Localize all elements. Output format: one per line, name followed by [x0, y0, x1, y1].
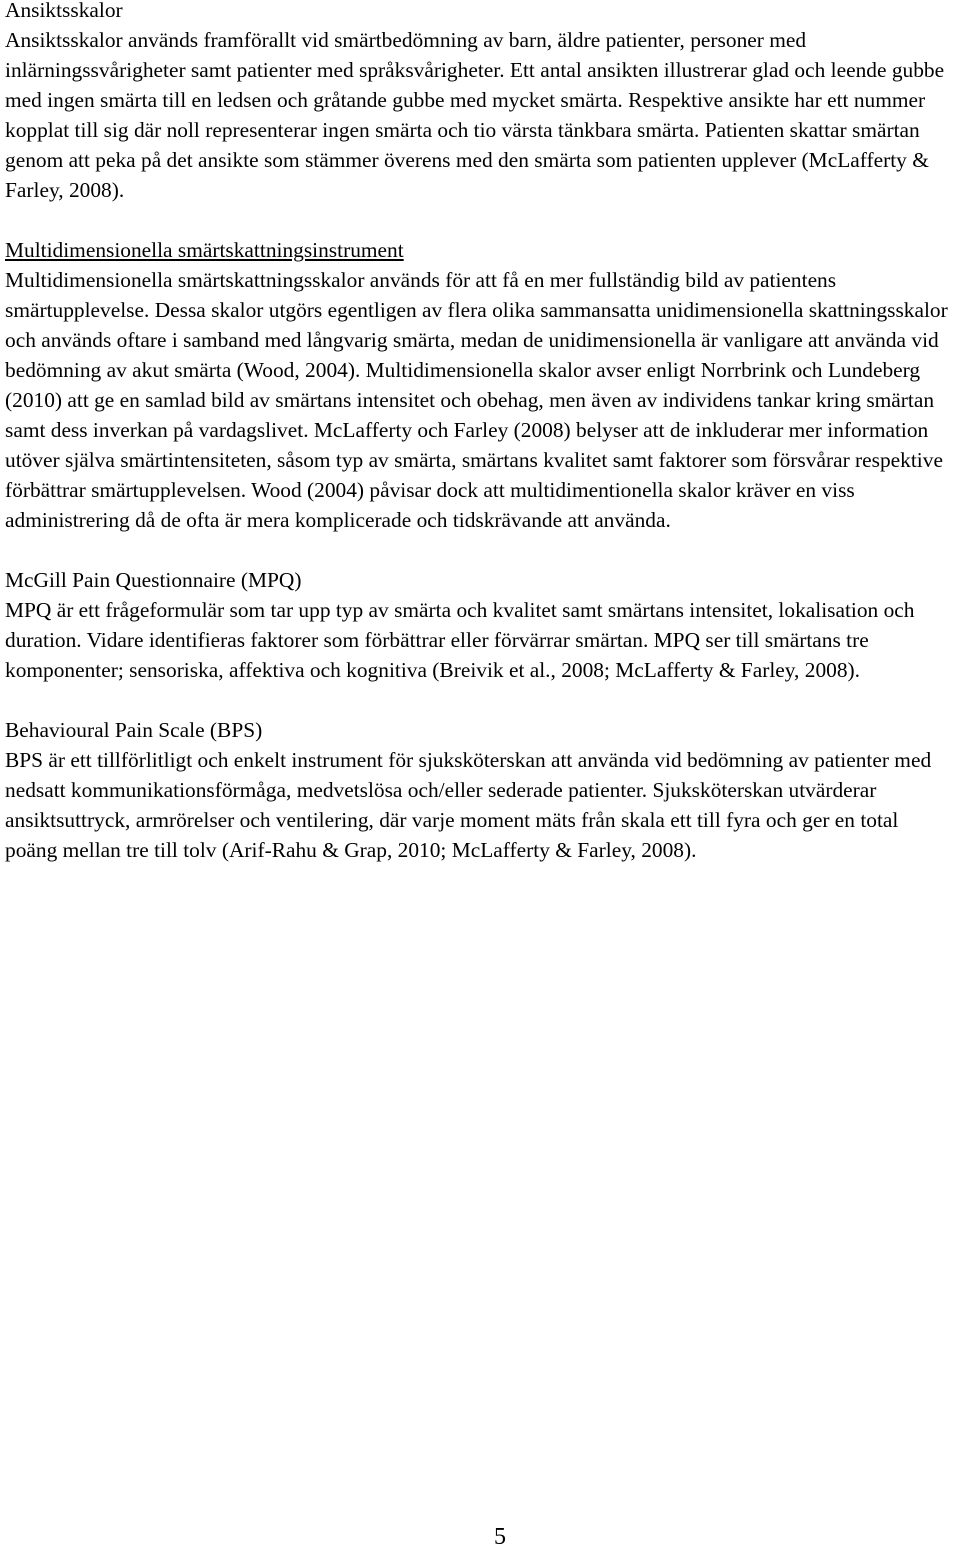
- section-paragraph: MPQ är ett frågeformulär som tar upp typ av smärta och kvalitet samt smärtans intensitet, lokalisation och duration. Vidare identifieras faktorer som förbättrar eller förvärrar smärtan. MPQ ser till smärtans tre komponenter; sensoriska, affektiva och kognitiva (Breivik et al., 2008; McLafferty & Farley, 2008).: [5, 598, 915, 682]
- section-heading: Multidimensionella smärtskattningsinstrument: [5, 238, 404, 262]
- section-ansiktsskalor: [5, 0, 955, 205]
- page-number: 5: [494, 1524, 506, 1550]
- section-heading: Behavioural Pain Scale (BPS): [5, 718, 263, 742]
- section-multidimensionella: [5, 235, 955, 535]
- document-page: [5, 0, 955, 895]
- section-mpq: [5, 565, 955, 685]
- section-heading: McGill Pain Questionnaire (MPQ): [5, 568, 302, 592]
- section-paragraph: Multidimensionella smärtskattningsskalor används för att få en mer fullständig bild av patientens smärtupplevelse. Dessa skalor utgörs egentligen av flera olika sammansatta unidimensionella skattningsskalor och används oftare i samband med långvarig smärta, medan de unidimensionella är vanligare att använda vid bedömning av akut smärta (Wood, 2004). Multidimensionella skalor avser enligt Norrbrink och Lundeberg (2010) att ge en samlad bild av smärtans intensitet och obehag, men även av individens tankar kring smärtan samt dess inverkan på vardagslivet. McLafferty och Farley (2008) belyser att de inkluderar mer information utöver själva smärtintensiteten, såsom typ av smärta, smärtans kvalitet samt faktorer som försvårar respektive förbättrar smärtupplevelsen. Wood (2004) påvisar dock att multidimentionella skalor kräver en viss administrering då de ofta är mera komplicerade och tidskrävande att använda.: [5, 268, 948, 532]
- section-heading: Ansiktsskalor: [5, 0, 123, 22]
- section-paragraph: BPS är ett tillförlitligt och enkelt instrument för sjuksköterskan att använda vid bedömning av patienter med nedsatt kommunikationsförmåga, medvetslösa och/eller sederade patienter. Sjuksköterskan utvärderar ansiktsuttryck, armrörelser och ventilering, där varje moment mäts från skala ett till fyra och ger en total poäng mellan tre till tolv (Arif-Rahu & Grap, 2010; McLafferty & Farley, 2008).: [5, 748, 932, 862]
- section-bps: [5, 715, 955, 865]
- section-paragraph: Ansiktsskalor används framförallt vid smärtbedömning av barn, äldre patienter, personer med inlärningssvårigheter samt patienter med språksvårigheter. Ett antal ansikten illustrerar glad och leende gubbe med ingen smärta till en ledsen och gråtande gubbe med mycket smärta. Respektive ansikte har ett nummer kopplat till sig där noll representerar ingen smärta och tio värsta tänkbara smärta. Patienten skattar smärtan genom att peka på det ansikte som stämmer överens med den smärta som patienten upplever (McLafferty & Farley, 2008).: [5, 28, 945, 202]
